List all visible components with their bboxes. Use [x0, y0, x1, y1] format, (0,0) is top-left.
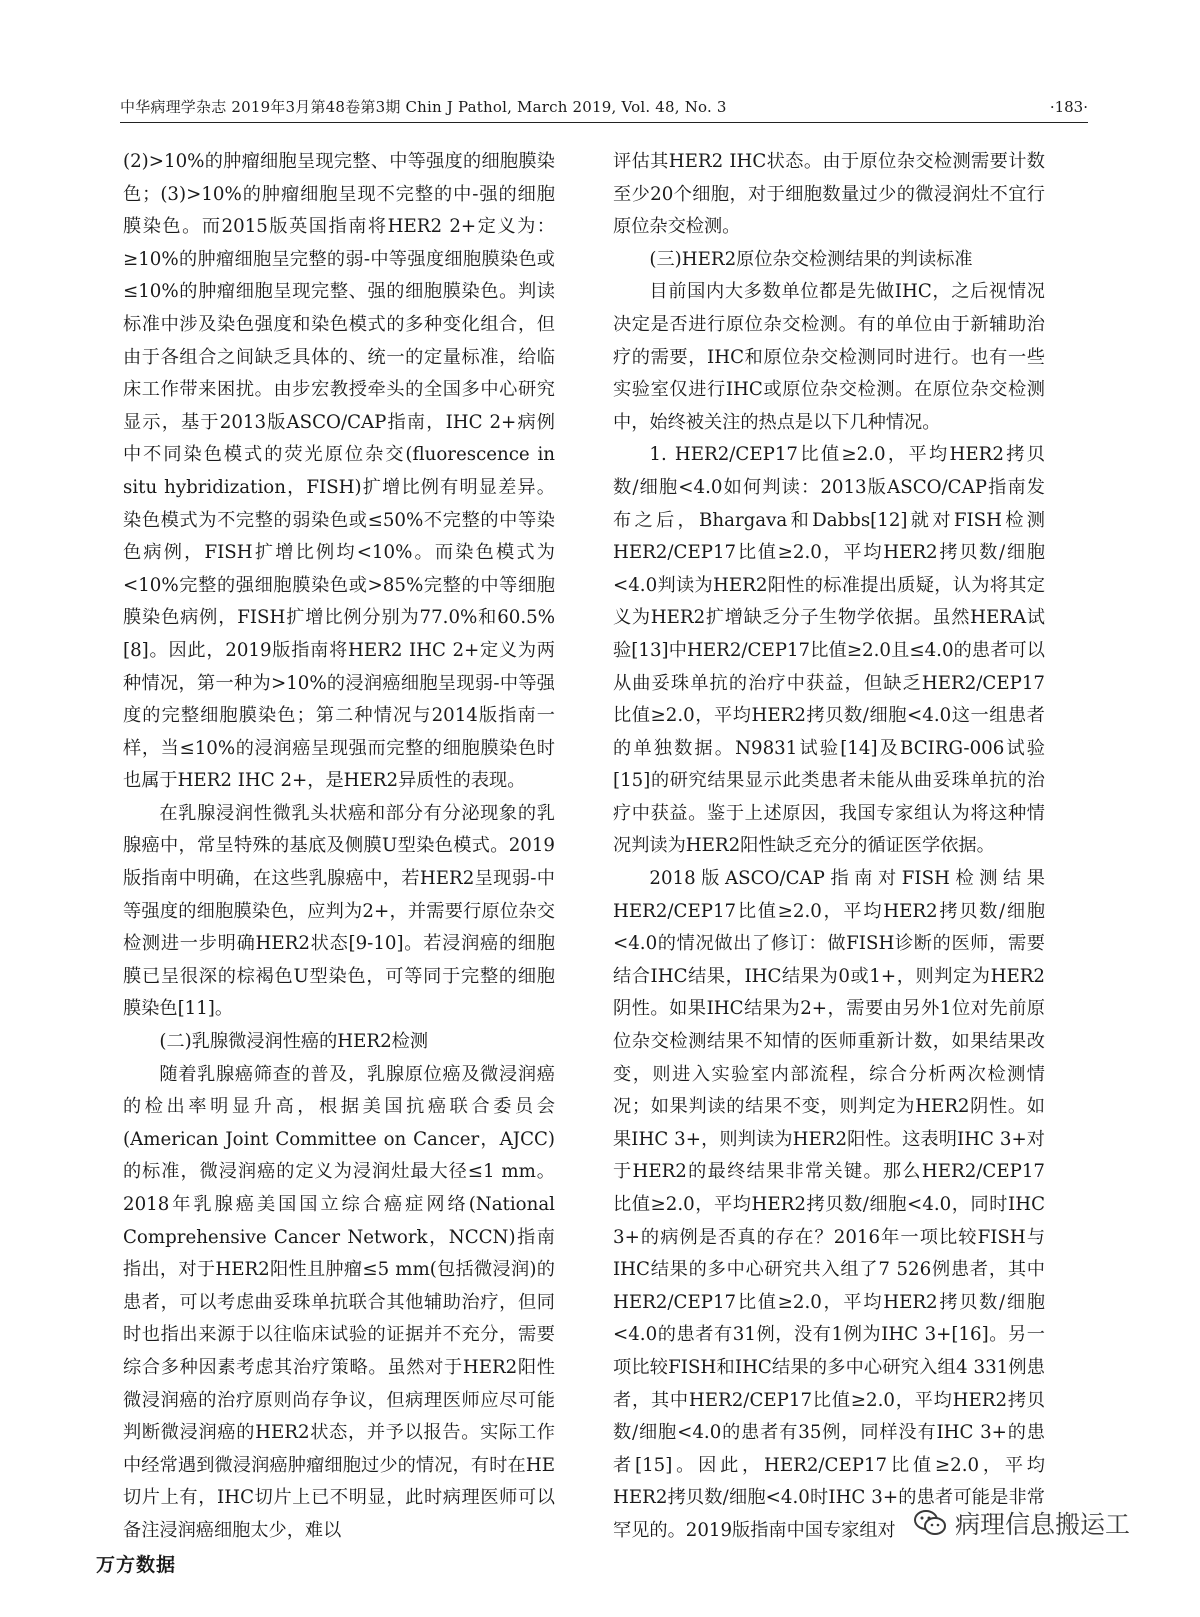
- paragraph: 目前国内大多数单位都是先做IHC，之后视情况决定是否进行原位杂交检测。有的单位由于新辅助治疗的需要，IHC和原位杂交检测同时进行。也有一些实验室仅进行IHC或原位杂交检测。在原位杂交检测中，始终被关注的热点是以下几种情况。: [613, 281, 1045, 433]
- journal-citation: 中华病理学杂志 2019年3月第48卷第3期 Chin J Pathol, March 2019, Vol. 48, No. 3: [120, 98, 727, 116]
- section-heading: (二)乳腺微浸润性癌的HER2检测: [159, 1031, 429, 1053]
- paragraph: 评估其HER2 IHC状态。由于原位杂交检测需要计数至少20个细胞，对于细胞数量过少的微浸润灶不宜行原位杂交检测。: [613, 151, 1045, 238]
- page-number: ·183·: [1049, 98, 1088, 116]
- paragraph: 随着乳腺癌筛查的普及，乳腺原位癌及微浸润癌的检出率明显升高，根据美国抗癌联合委员会(American Joint Committee on Cancer，AJCC)的标准，微浸润癌的定义为浸润灶最大径≤1 mm。2018年乳腺癌美国国立综合癌症网络(National Comprehensive Cancer Network，NCCN)指南指出，对于HER2阳性且肿瘤≤5 mm(包括微浸润)的患者，可以考虑曲妥珠单抗联合其他辅助治疗，但同时也指出来源于以往临床试验的证据并不充分，需要综合多种因素考虑其治疗策略。虽然对于HER2阳性微浸润癌的治疗原则尚存争议，但病理医师应尽可能判断微浸润癌的HER2状态，并予以报告。实际工作中经常遇到微浸润癌肿瘤细胞过少的情况，有时在HE切片上有，IHC切片上已不明显，此时病理医师可以备注浸润癌细胞太少，难以: [123, 1063, 555, 1541]
- database-footer: 万方数据: [96, 1554, 177, 1576]
- paragraph: 1. HER2/CEP17比值≥2.0，平均HER2拷贝数/细胞<4.0如何判读：2013版ASCO/CAP指南发布之后，Bhargava和Dabbs[12]就对FISH检测HER2/CEP17比值≥2.0，平均HER2拷贝数/细胞<4.0判读为HER2阳性的标准提出质疑，认为将其定义为HER2扩增缺乏分子生物学依据。虽然HERA试验[13]中HER2/CEP17比值≥2.0且≤4.0的患者可以从曲妥珠单抗的治疗中获益，但缺乏HER2/CEP17比值≥2.0，平均HER2拷贝数/细胞<4.0这一组患者的单独数据。N9831试验[14]及BCIRG-006试验[15]的研究结果显示此类患者未能从曲妥珠单抗的治疗中获益。鉴于上述原因，我国专家组认为将这种情况判读为HER2阳性缺乏充分的循证医学依据。: [613, 444, 1045, 857]
- watermark-text: 病理信息搬运工: [954, 1510, 1130, 1539]
- wechat-icon: [913, 1508, 947, 1538]
- running-header: [120, 96, 1088, 123]
- left-column: [123, 146, 555, 1548]
- section-heading: (三)HER2原位杂交检测结果的判读标准: [649, 248, 973, 270]
- paragraph: (2)>10%的肿瘤细胞呈现完整、中等强度的细胞膜染色；(3)>10%的肿瘤细胞呈现不完整的中-强的细胞膜染色。而2015版英国指南将HER2 2+定义为：≥10%的肿瘤细胞呈完整的弱-中等强度细胞膜染色或≤10%的肿瘤细胞呈现完整、强的细胞膜染色。判读标准中涉及染色强度和染色模式的多种变化组合，但由于各组合之间缺乏具体的、统一的定量标准，给临床工作带来困扰。由步宏教授牵头的全国多中心研究显示，基于2013版ASCO/CAP指南，IHC 2+病例中不同染色模式的荧光原位杂交(fluorescence in situ hybridization，FISH)扩增比例有明显差异。染色模式为不完整的弱染色或≤50%不完整的中等染色病例，FISH扩增比例均<10%。而染色模式为<10%完整的强细胞膜染色或>85%完整的中等细胞膜染色病例，FISH扩增比例分别为77.0%和60.5%[8]。因此，2019版指南将HER2 IHC 2+定义为两种情况，第一种为>10%的浸润癌细胞呈现弱-中等强度的完整细胞膜染色；第二种情况与2014版指南一样，当≤10%的浸润癌呈现强而完整的细胞膜染色时也属于HER2 IHC 2+，是HER2异质性的表现。: [123, 151, 555, 792]
- right-column: [613, 146, 1045, 1548]
- watermark: [913, 1505, 1130, 1541]
- paragraph: 2018版ASCO/CAP指南对FISH检测结果HER2/CEP17比值≥2.0，平均HER2拷贝数/细胞<4.0的情况做出了修订：做FISH诊断的医师，需要结合IHC结果，IHC结果为0或1+，则判定为HER2阴性。如果IHC结果为2+，需要由另外1位对先前原位杂交检测结果不知情的医师重新计数，如果结果改变，则进入实验室内部流程，综合分析两次检测情况；如果判读的结果不变，则判定为HER2阴性。如果IHC 3+，则判读为HER2阳性。这表明IHC 3+对于HER2的最终结果非常关键。那么HER2/CEP17比值≥2.0，平均HER2拷贝数/细胞<4.0，同时IHC 3+的病例是否真的存在？2016年一项比较FISH与IHC结果的多中心研究共入组了7 526例患者，其中HER2/CEP17比值≥2.0，平均HER2拷贝数/细胞<4.0的患者有31例，没有1例为IHC 3+[16]。另一项比较FISH和IHC结果的多中心研究入组4 331例患者，其中HER2/CEP17比值≥2.0，平均HER2拷贝数/细胞<4.0的患者有35例，同样没有IHC 3+的患者[15]。因此，HER2/CEP17比值≥2.0，平均HER2拷贝数/细胞<4.0时IHC 3+的患者可能是非常罕见的。2019版指南中国专家组对: [613, 868, 1045, 1541]
- paragraph: 在乳腺浸润性微乳头状癌和部分有分泌现象的乳腺癌中，常呈特殊的基底及侧膜U型染色模式。2019版指南中明确，在这些乳腺癌中，若HER2呈现弱-中等强度的细胞膜染色，应判为2+，并需要行原位杂交检测进一步明确HER2状态[9-10]。若浸润癌的细胞膜已呈很深的棕褐色U型染色，可等同于完整的细胞膜染色[11]。: [123, 802, 555, 1020]
